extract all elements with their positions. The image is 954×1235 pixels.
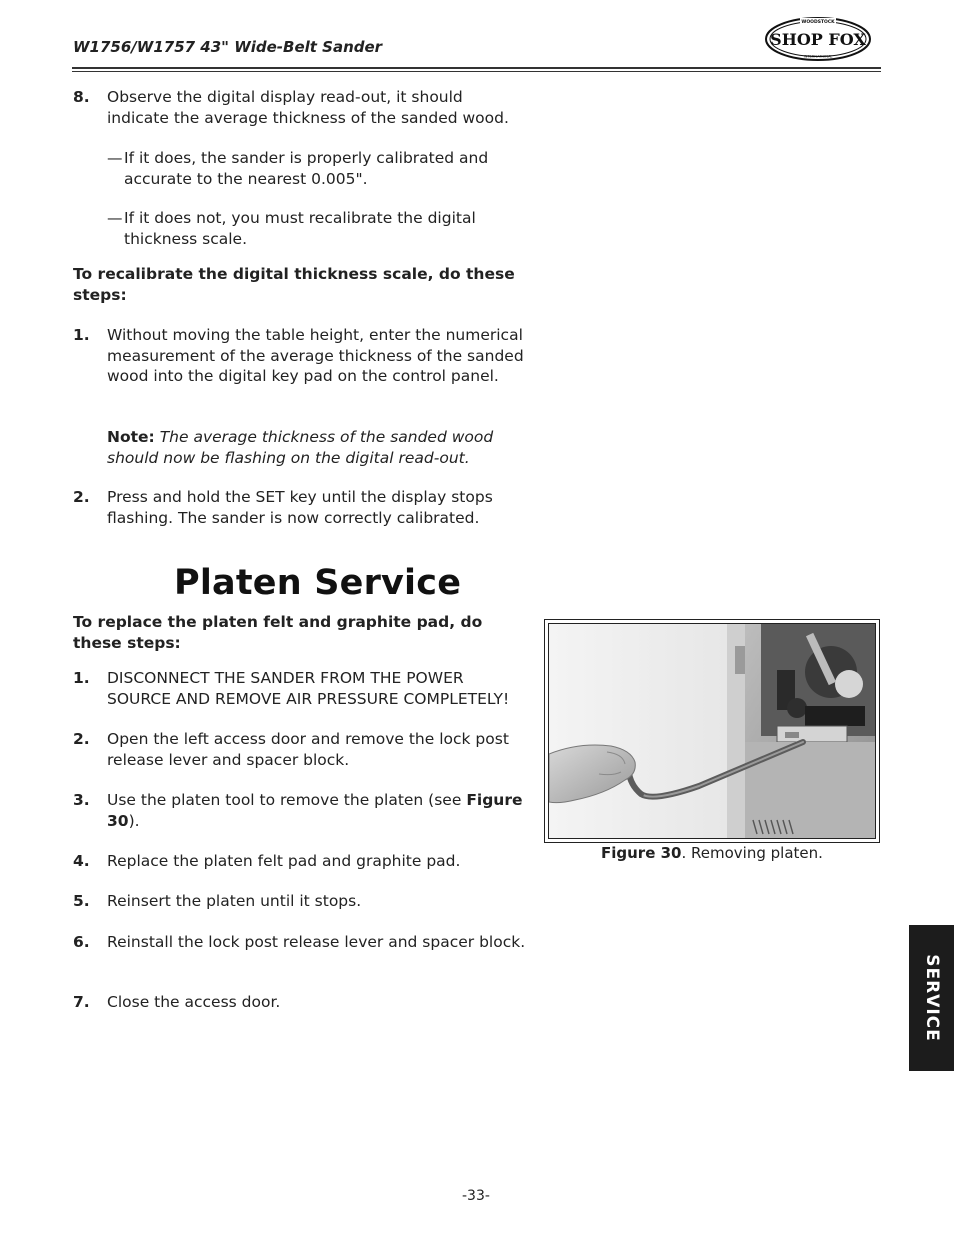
platen-intro: To replace the platen felt and graphite pad, do these steps: xyxy=(73,613,483,652)
dash-item-recalibrate xyxy=(107,208,527,249)
step-text: Replace the platen felt pad and graphite pad. xyxy=(107,852,461,870)
figure-caption xyxy=(601,843,823,863)
section-title: Platen Service xyxy=(174,563,462,603)
step-number: 1. xyxy=(73,326,90,344)
dash-item-calibrated xyxy=(107,148,527,189)
step-text-after: ). xyxy=(128,811,140,830)
document-title: W1756/W1757 43" Wide-Belt Sander xyxy=(73,38,383,56)
figure-caption-text: . Removing platen. xyxy=(681,844,823,862)
step-text: Close the access door. xyxy=(107,993,281,1011)
header-rule xyxy=(72,67,881,69)
step-text xyxy=(107,790,528,831)
step-number: 2. xyxy=(73,730,90,748)
svg-text:WOODSTOCK: WOODSTOCK xyxy=(801,20,835,25)
platen-step-2 xyxy=(73,729,528,770)
step-number: 4. xyxy=(73,852,90,870)
step-text: Observe the digital display read-out, it should indicate the average thickness of the sanded wood. xyxy=(107,88,509,127)
figure-30-frame xyxy=(544,619,880,843)
step-number: 1. xyxy=(73,669,90,687)
dash-mark: — xyxy=(107,209,123,227)
dash-text: If it does, the sander is properly calibrated and accurate to the nearest 0.005". xyxy=(124,149,489,188)
shop-fox-logo xyxy=(764,16,872,62)
section-side-tab xyxy=(909,925,954,1071)
svg-text:SHOP FOX: SHOP FOX xyxy=(770,30,866,49)
page-number: -33- xyxy=(462,1188,490,1204)
step-number: 8. xyxy=(73,88,90,106)
step-text: Press and hold the SET key until the display stops flashing. The sander is now correctly calibrated. xyxy=(107,488,493,527)
removing-platen-illustration xyxy=(549,624,875,838)
step-text: Reinstall the lock post release lever and spacer block. xyxy=(107,933,526,951)
step-text: Without moving the table height, enter the numerical measurement of the average thickness of the sanded wood into the digital key pad on the control panel. xyxy=(107,326,524,385)
platen-step-6 xyxy=(73,932,528,953)
platen-step-1 xyxy=(73,668,528,709)
figure-30-photo xyxy=(548,623,876,839)
platen-step-4 xyxy=(73,851,528,872)
step-text: Open the left access door and remove the lock post release lever and spacer block. xyxy=(107,730,509,769)
step-number: 6. xyxy=(73,933,90,951)
step-number: 5. xyxy=(73,892,90,910)
dash-text: If it does not, you must recalibrate the digital thickness scale. xyxy=(124,209,476,248)
header-rule-thin xyxy=(72,71,881,72)
recalibrate-step-1 xyxy=(73,325,528,387)
note-text: The average thickness of the sanded wood should now be flashing on the digital read-out. xyxy=(107,428,494,467)
step-8 xyxy=(73,87,528,128)
side-tab-label: SERVICE xyxy=(921,954,942,1042)
step-text-before: Use the platen tool to remove the platen (see xyxy=(107,791,467,809)
dash-mark: — xyxy=(107,149,123,167)
step-number: 2. xyxy=(73,488,90,506)
note xyxy=(107,427,527,468)
figure-label: Figure 30 xyxy=(601,844,682,862)
platen-step-3 xyxy=(73,790,528,831)
step-number: 3. xyxy=(73,791,90,809)
step-text: Reinsert the platen until it stops. xyxy=(107,892,362,910)
recalibrate-intro: To recalibrate the digital thickness scale, do these steps: xyxy=(73,265,515,304)
step-text: DISCONNECT THE SANDER FROM THE POWER SOURCE AND REMOVE AIR PRESSURE COMPLETELY! xyxy=(107,669,510,708)
figure-reference-link[interactable]: Figure 30 xyxy=(107,791,523,830)
step-number: 7. xyxy=(73,993,90,1011)
note-label: Note: xyxy=(107,428,155,446)
platen-step-5 xyxy=(73,891,528,912)
svg-text:INTERNATIONAL: INTERNATIONAL xyxy=(803,54,833,59)
platen-step-7 xyxy=(73,992,528,1013)
recalibrate-step-2 xyxy=(73,487,528,528)
